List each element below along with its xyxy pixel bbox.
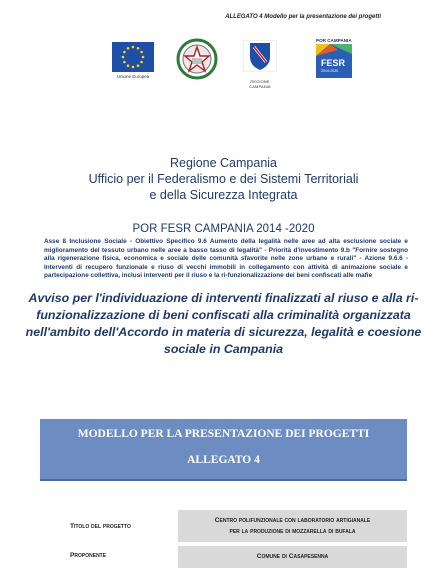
banner-subtitle: ALLEGATO 4: [187, 454, 260, 466]
fesr-top-text: POR CAMPANIA: [316, 38, 352, 43]
regione-campania-logo: [243, 40, 277, 89]
proponent-label: Proponente: [70, 552, 107, 559]
proponent-row: [40, 546, 407, 568]
program-description: Asse 8 Inclusione Sociale - Obiettivo Specifico 9.6 Aumento della legalità nelle aree ad alta esclusione sociale e miglioramento del tessuto urbano nelle aree a basso tasso di legalità" - Priorità d'investimento 9.b "Fornire sostegno alla rigenerazione fisica, economica e sociale delle comunità sfavorite nelle zone urbane e rurali" - Azione 9.6.6 - Interventi di recupero funzionale e riuso di vecchi immobili in collegamento con attività di animazione sociale e partecipazione collettiva, inclusi interventi per il riuso e la ri-funzionalizzazione dei beni confiscati alle mafie: [44, 238, 408, 280]
project-title-line-1: Centro polifunzionale con laboratorio artigianale: [214, 517, 371, 524]
allegato-note: ALLEGATO 4 Modello per la presentazione dei progetti: [225, 14, 381, 20]
banner-title: MODELLO PER LA PRESENTAZIONE DEI PROGETTI: [77, 428, 370, 440]
project-title-row: [40, 510, 407, 542]
model-banner: [40, 419, 407, 481]
heading-line-2: Ufficio per il Federalismo e dei Sistemi Territoriali: [88, 172, 359, 186]
italian-republic-emblem-icon: [176, 38, 218, 80]
fesr-box: [316, 44, 352, 78]
eu-logo: [112, 42, 154, 79]
office-heading: [0, 155, 447, 203]
regione-caption: REGIONE CAMPANIA: [249, 79, 271, 89]
fesr-years: 2014-2020: [321, 69, 339, 73]
eu-flag-icon: [112, 42, 154, 72]
project-title-value: [178, 510, 407, 542]
heading-line-3: e della Sicurezza Integrata: [149, 188, 298, 202]
project-title-label: Titolo del progetto: [70, 523, 131, 530]
proponent-value: Comune di Casapesenna: [178, 546, 407, 568]
project-title-line-2: per la produzione di mozzarella di bufala: [229, 528, 356, 535]
logo-strip: [0, 38, 447, 88]
regione-campania-shield-icon: [243, 40, 277, 72]
heading-line-1: Regione Campania: [169, 156, 277, 170]
avviso-title: Avviso per l'individuazione di interventi finalizzati al riuso e alla ri-funzionalizzazione di beni confiscati alla criminalità organizzata nell'ambito dell'Accordo in materia di sicurezza, legalità e coesione sociale in Campania: [25, 291, 422, 356]
fesr-label: FESR: [321, 58, 346, 68]
por-fesr-logo: [316, 38, 352, 78]
eu-caption: Unione Europea: [116, 74, 150, 79]
program-title: POR FESR CAMPANIA 2014 -2020: [132, 223, 315, 235]
